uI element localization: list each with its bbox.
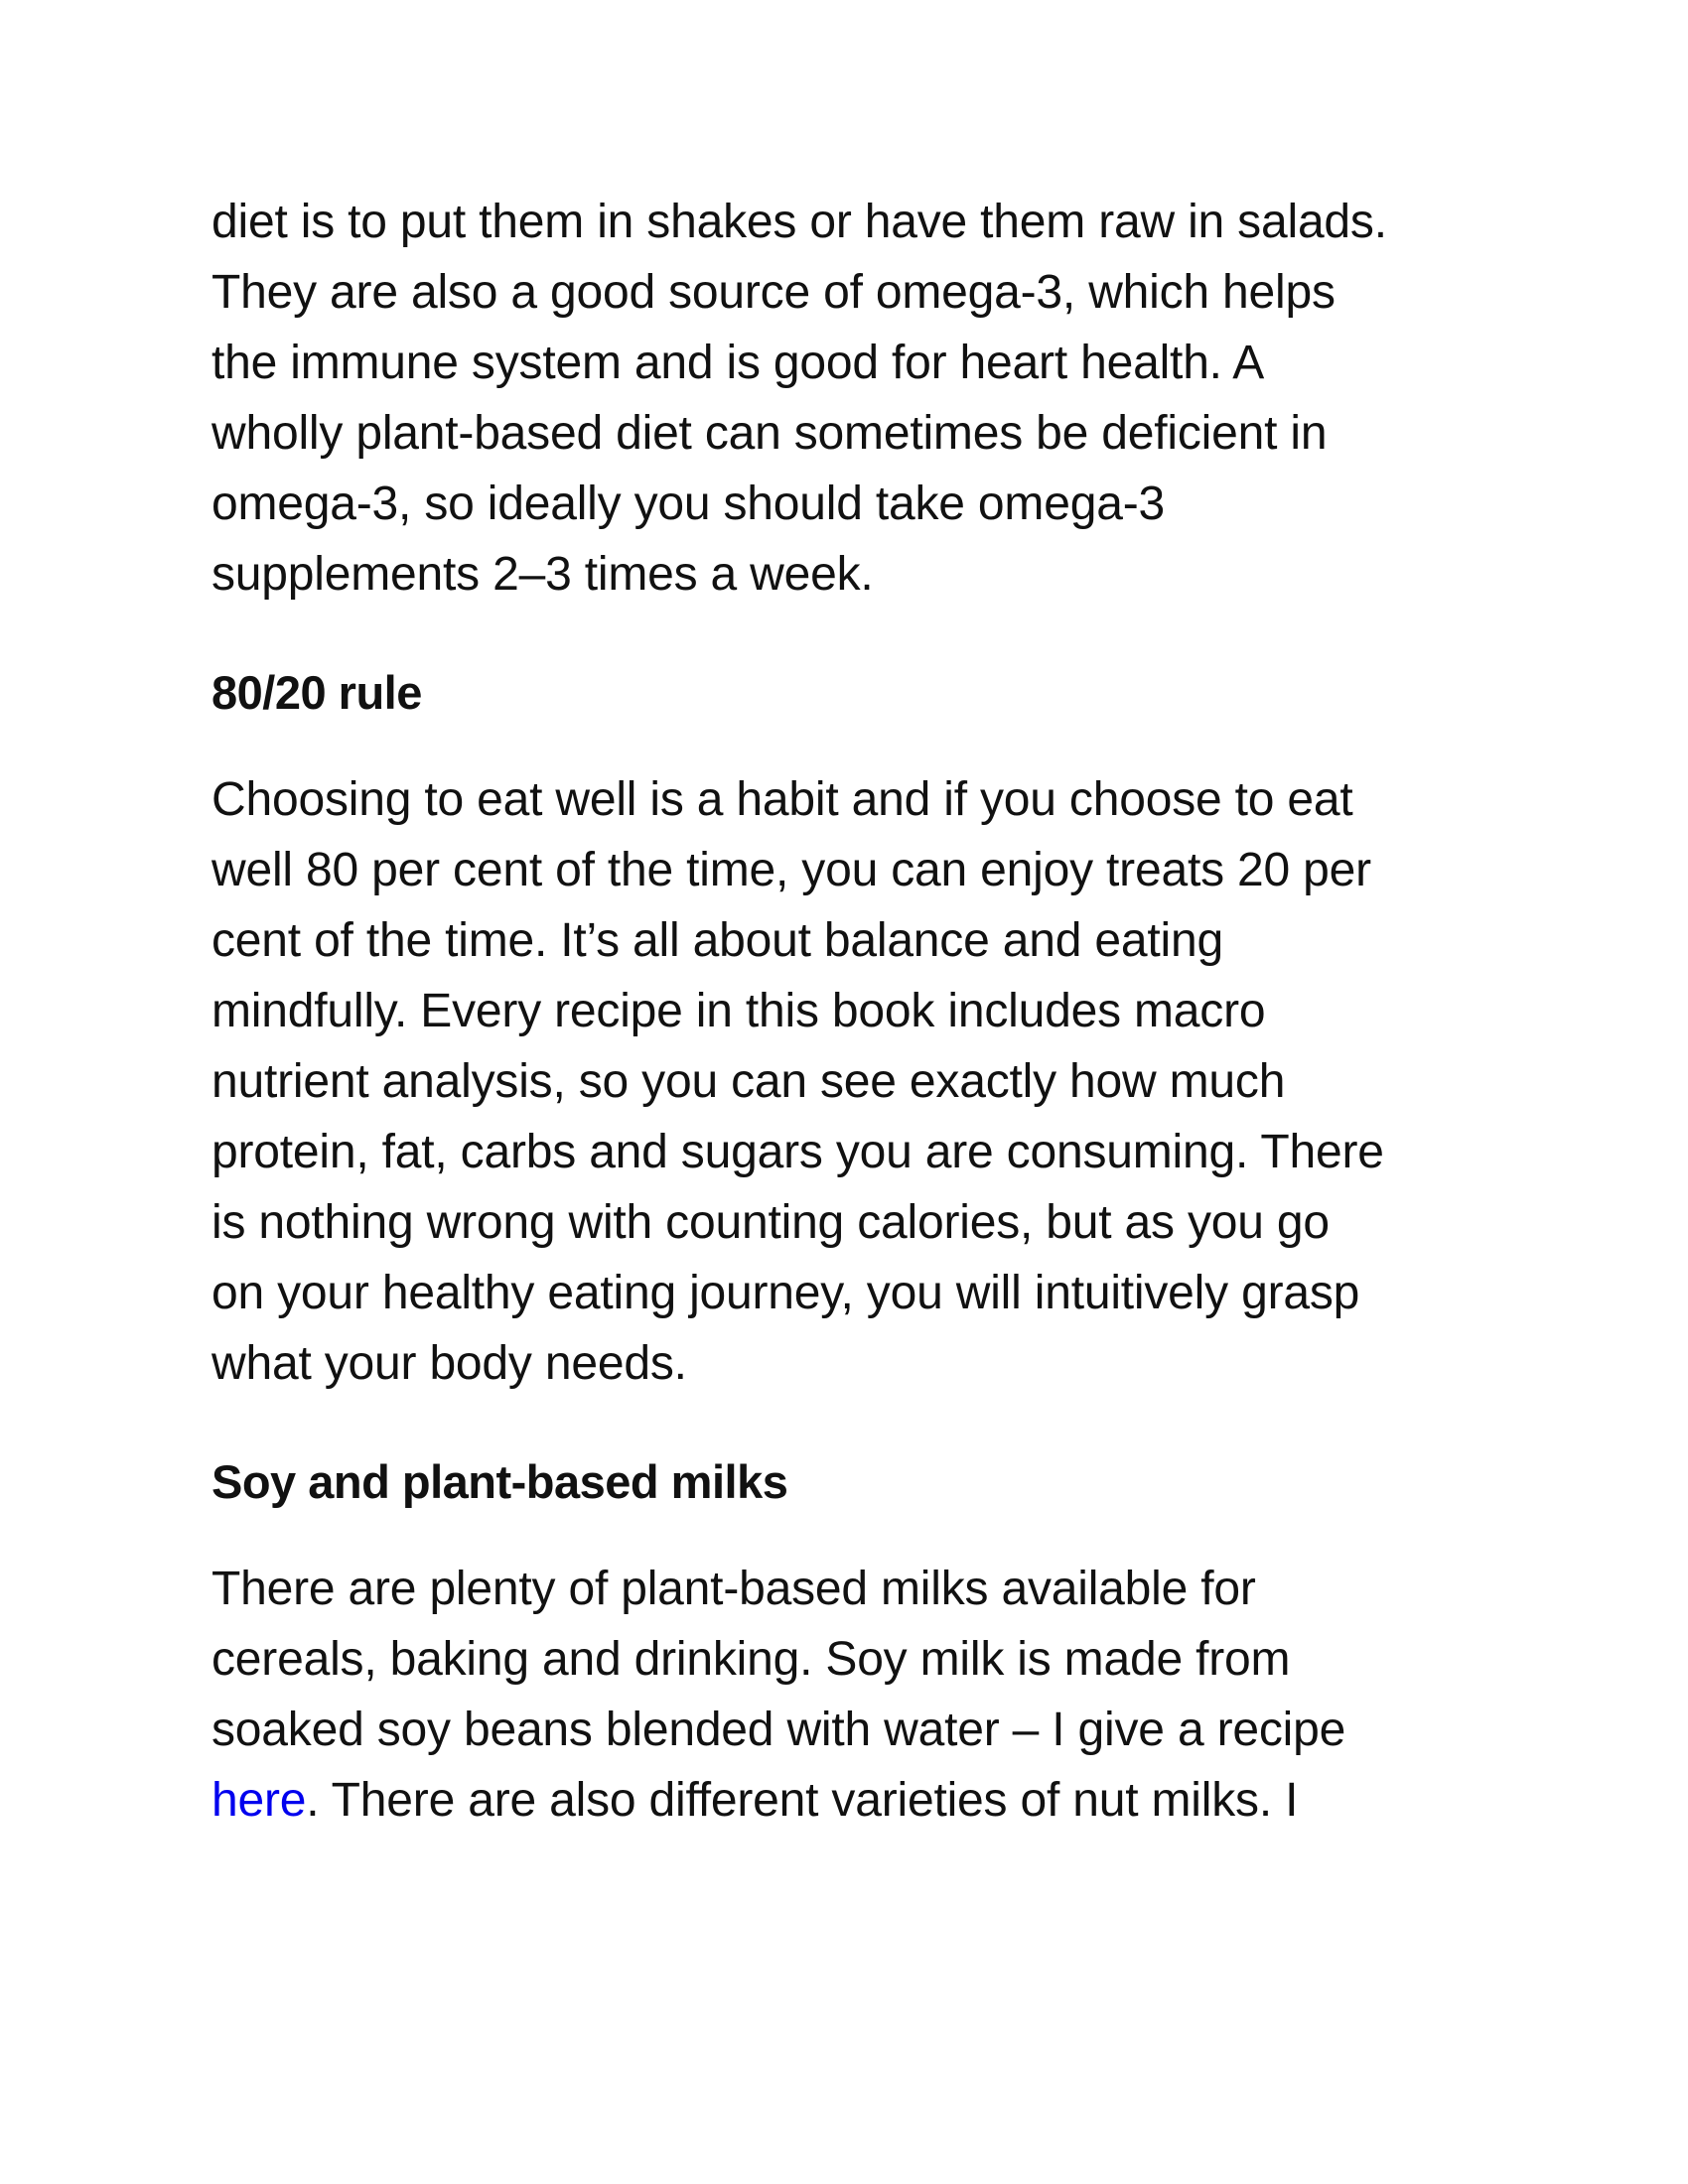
text-line: There are plenty of plant-based milks available for — [211, 1563, 1256, 1615]
text-line: cent of the time. It’s all about balance and eating — [211, 914, 1223, 967]
section-heading-soy-milks: Soy and plant-based milks — [211, 1455, 788, 1508]
page-content — [211, 187, 1502, 1836]
text-line-with-link — [211, 1765, 1502, 1836]
text-line: Choosing to eat well is a habit and if you choose to eat — [211, 773, 1353, 826]
text-line: nutrient analysis, so you can see exactly how much — [211, 1055, 1286, 1108]
text-line: diet is to put them in shakes or have them raw in salads. — [211, 196, 1387, 248]
omega-paragraph — [211, 187, 1502, 610]
text-line: They are also a good source of omega-3, which helps — [211, 266, 1336, 319]
text-line: soaked soy beans blended with water – I give a recipe — [211, 1704, 1346, 1756]
soy-milks-paragraph — [211, 1554, 1502, 1836]
text-line: wholly plant-based diet can sometimes be deficient in — [211, 407, 1328, 460]
text-line: well 80 per cent of the time, you can enjoy treats 20 per — [211, 844, 1371, 896]
text-line: omega-3, so ideally you should take omega-3 — [211, 478, 1165, 530]
text-line: on your healthy eating journey, you will intuitively grasp — [211, 1267, 1360, 1319]
recipe-link[interactable]: here — [211, 1774, 307, 1827]
text-line: is nothing wrong with counting calories, but as you go — [211, 1196, 1330, 1249]
section-heading-80-20-rule: 80/20 rule — [211, 666, 422, 719]
text-line: protein, fat, carbs and sugars you are consuming. There — [211, 1126, 1384, 1178]
80-20-paragraph — [211, 764, 1502, 1399]
text-line: mindfully. Every recipe in this book includes macro — [211, 985, 1266, 1037]
text-line-rest: . There are also different varieties of nut milks. I — [306, 1774, 1299, 1827]
text-line: supplements 2–3 times a week. — [211, 548, 874, 601]
text-line: cereals, baking and drinking. Soy milk is made from — [211, 1633, 1291, 1686]
text-line: the immune system and is good for heart health. A — [211, 337, 1265, 389]
text-line: what your body needs. — [211, 1337, 687, 1390]
